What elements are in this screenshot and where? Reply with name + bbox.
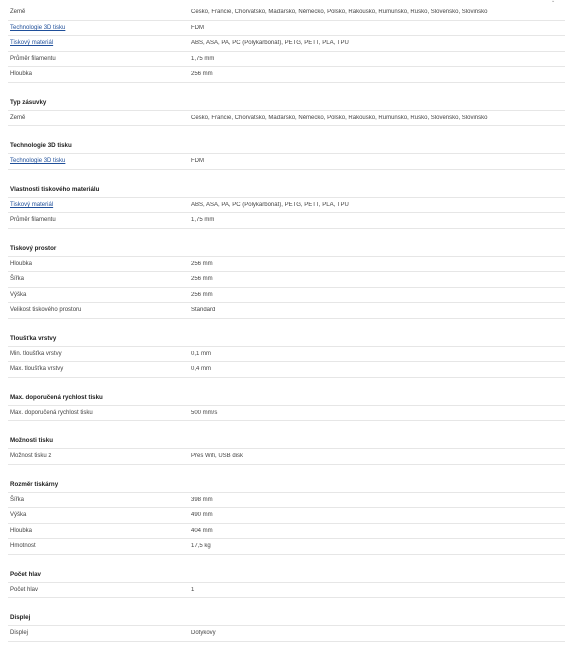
param-key: Max. doporučená rychlost tisku [10,409,93,416]
param-key: Počet hlav [10,586,39,593]
param-value: Dotykový [191,630,216,637]
param-key-link[interactable]: Technologie 3D tisku [10,158,66,165]
param-row-displej [8,626,565,642]
param-value: Česko, Francie, Chorvatsko, Maďarsko, Německo, Polsko, Rakousko, Rumunsko, Rusko, Slovensko, Slovinsko [191,9,488,16]
section-title: Technologie 3D tisku [8,138,565,154]
param-value: 17,5 kg [191,543,211,550]
section-technologie-3d-tisku [8,138,565,170]
param-key: Šířka [10,276,25,283]
param-row-vyska [8,508,565,524]
param-value: 404 mm [191,527,213,534]
param-key-link[interactable]: Tiskový materiál [10,40,54,47]
param-row-max-tloustka-vrstvy [8,362,565,378]
param-row-technologie-3d-tisku [8,21,565,37]
section-title: Typ zásuvky [8,95,565,111]
param-row-hmotnost [8,539,565,555]
param-value: 256 mm [191,260,213,267]
section-typ-zasuvky [8,95,565,127]
param-row-technologie-3d-tisku [8,154,565,170]
param-row-zeme [8,5,565,21]
param-key: Možnost tisku z [10,453,52,460]
param-row-min-tloustka-vrstvy [8,347,565,363]
param-key: Hloubka [10,71,33,78]
param-value: 1,75 mm [191,55,215,62]
param-value: 256 mm [191,291,213,298]
param-key: Země [10,9,26,16]
section-title: Možnosti tisku [8,433,565,449]
section-vlastnosti-tiskoveho-materialu [8,182,565,229]
param-value: Standard [191,307,216,314]
param-value: FDM [191,24,204,31]
parameters-summary [8,5,565,83]
param-row-vyska [8,288,565,304]
param-key: Max. tloušťka vrstvy [10,366,64,373]
param-key-link[interactable]: Tiskový materiál [10,201,54,208]
param-key: Hloubka [10,527,33,534]
param-value: ABS, ASA, PA, PC (Polykarbonát), PETG, PETT, PLA, TPU [191,201,349,208]
section-pocet-hlav [8,567,565,599]
param-value: 500 mm/s [191,409,218,416]
param-value: FDM [191,158,204,165]
section-title: Displej [8,610,565,626]
param-key: Displej [10,630,29,637]
section-title: Počet hlav [8,567,565,583]
param-key: Šířka [10,496,25,503]
param-row-hloubka [8,67,565,83]
param-key: Min. tloušťka vrstvy [10,350,62,357]
section-title: Tloušťka vrstvy [8,331,565,347]
section-title: Vlastnosti tiskového materiálu [8,182,565,198]
section-title: Rozměr tiskárny [8,477,565,493]
section-tloustka-vrstvy [8,331,565,378]
param-key: Hloubka [10,260,33,267]
param-value: 1 [191,586,195,593]
param-key: Hmotnost [10,543,36,550]
section-title: Tiskový prostor [8,241,565,257]
param-row-pocet-hlav [8,583,565,599]
param-key: Výška [10,512,27,519]
parameters-table [8,5,565,642]
param-key: Země [10,114,26,121]
param-row-hloubka [8,524,565,540]
param-value: Přes Wifi, USB disk [191,453,244,460]
param-key-link[interactable]: Technologie 3D tisku [10,24,66,31]
param-key: Velikost tiskového prostoru [10,307,82,314]
section-displej [8,610,565,642]
param-value: 256 mm [191,276,213,283]
param-value: 256 mm [191,71,213,78]
param-row-moznost-tisku-z [8,449,565,465]
section-title: Max. doporučená rychlost tisku [8,390,565,406]
section-moznosti-tisku [8,433,565,465]
param-row-prumer-filamentu [8,213,565,229]
param-value: 398 mm [191,496,213,503]
param-row-prumer-filamentu [8,52,565,68]
param-row-velikost-tiskoveho-prostoru [8,303,565,319]
section-rozmer-tiskarny [8,477,565,555]
section-tiskovy-prostor [8,241,565,319]
param-row-max-doporucena-rychlost-tisku [8,406,565,422]
param-value: 0,4 mm [191,366,212,373]
param-key: Průměr filamentu [10,55,56,62]
param-row-tiskovy-material [8,36,565,52]
parameters-sections [8,95,565,642]
param-row-zeme [8,111,565,127]
param-row-sirka [8,493,565,509]
section-max-doporucena-rychlost-tisku [8,390,565,422]
param-value: 490 mm [191,512,213,519]
param-key: Průměr filamentu [10,217,56,224]
param-row-sirka [8,272,565,288]
param-row-tiskovy-material [8,198,565,214]
corner-caret-icon: ⌄ [551,0,556,4]
param-key: Výška [10,291,27,298]
param-value: ABS, ASA, PA, PC (Polykarbonát), PETG, PETT, PLA, TPU [191,40,349,47]
param-value: Česko, Francie, Chorvatsko, Maďarsko, Německo, Polsko, Rakousko, Rumunsko, Rusko, Slovensko, Slovinsko [191,114,488,121]
param-value: 1,75 mm [191,217,215,224]
param-row-hloubka [8,257,565,273]
param-value: 0,1 mm [191,350,212,357]
